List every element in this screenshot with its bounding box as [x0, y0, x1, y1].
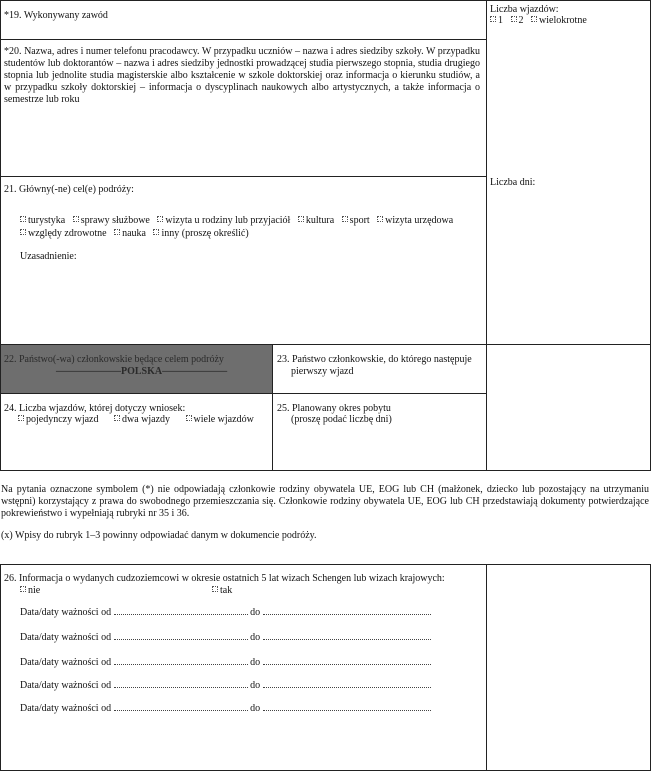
purpose-business-option[interactable]: sprawy służbowe [73, 215, 150, 226]
purpose-tourism-option[interactable]: turystyka [20, 215, 65, 226]
visa-from-date-field[interactable] [114, 606, 248, 615]
field-24-options [18, 414, 259, 426]
entries-options [490, 15, 592, 27]
purpose-family-visit-option[interactable]: wizyta u rodziny lub przyjaciół [157, 215, 290, 226]
justification-label: Uzasadnienie: [20, 251, 77, 262]
visa-validity-row: Data/daty ważności od do [20, 631, 431, 644]
two-entries-option[interactable]: dwa wjazdy [114, 414, 170, 425]
field-21-options-row2 [20, 228, 254, 240]
checkbox-icon [20, 216, 26, 222]
visa-from-date-field[interactable] [114, 702, 248, 711]
field-25-label: 25. Planowany okres pobytu [277, 403, 391, 414]
visa-from-date-field[interactable] [114, 631, 248, 640]
visa-from-date-field[interactable] [114, 679, 248, 688]
entries-option-2[interactable]: 2 [511, 15, 524, 26]
purpose-medical-option[interactable]: względy zdrowotne [20, 228, 107, 239]
visa-validity-row: Data/daty ważności od do [20, 656, 431, 669]
note-family-members: Na pytania oznaczone symbolem (*) nie odpowiadają członkowie rodziny obywatela UE, EOG lub CH (małżonek, dziecko lub pozostający na utrzymaniu wstępni) korzystający z prawa do swobodnego przemieszczania się. Członkowie rodziny obywatela UE, EOG lub CH przedstawiają dokumenty potwierdzające pokrewieństwo i wypełniają rubryki nr 35 i 36. [1, 484, 649, 519]
purpose-study-option[interactable]: nauka [114, 228, 146, 239]
field-21-label: 21. Główny(-ne) cel(e) podróży: [4, 184, 134, 195]
visa-to-date-field[interactable] [263, 631, 431, 640]
field-24-label: 24. Liczba wjazdów, której dotyczy wniosek: [4, 403, 186, 414]
visa-validity-row: Data/daty ważności od do [20, 702, 431, 715]
purpose-other-option[interactable]: inny (proszę określić) [153, 228, 248, 239]
checkbox-icon [531, 16, 537, 22]
checkbox-icon [377, 216, 383, 222]
entries-option-1[interactable]: 1 [490, 15, 503, 26]
single-entry-option[interactable]: pojedynczy wjazd [18, 414, 98, 425]
field-23-label: 23. Państwo członkowskie, do którego następuje [277, 354, 472, 365]
checkbox-icon [18, 415, 24, 421]
field-20-label: *20. Nazwa, adres i numer telefonu pracodawcy. W przypadku uczniów – nazwa i adres siedziby szkoły. W przypadku studentów lub doktorantów – nazwa i adres siedziby jednostki prowadzącej studia pierwszego stopnia, studia drugiego stopnia lub jednolite studia magisterskie albo kształcenie w szkole doktorskiej oraz informacja o kierunku studiów, a w przypadku szkoły doktorskiej – informacja o dyscyplinach naukowych albo artystycznych, a także informacja o semestrze lub roku [4, 46, 480, 105]
checkbox-icon [73, 216, 79, 222]
days-label: Liczba dni: [490, 177, 536, 188]
visa-from-date-field[interactable] [114, 656, 248, 665]
field-25-label-line2: (proszę podać liczbę dni) [291, 414, 392, 425]
visa-to-date-field[interactable] [263, 702, 431, 711]
visa-to-date-field[interactable] [263, 606, 431, 615]
field-23-label-line2: pierwszy wjazd [291, 366, 354, 377]
checkbox-icon [153, 229, 159, 235]
checkbox-icon [114, 229, 120, 235]
purpose-culture-option[interactable]: kultura [298, 215, 334, 226]
checkbox-icon [342, 216, 348, 222]
visa-to-date-field[interactable] [263, 679, 431, 688]
checkbox-icon [20, 229, 26, 235]
field-22-value: –––––––––––––POLSKA––––––––––––– [56, 366, 228, 377]
previous-visa-no-option[interactable]: nie [20, 585, 40, 597]
visa-validity-row: Data/daty ważności od do [20, 606, 431, 619]
visa-to-date-field[interactable] [263, 656, 431, 665]
checkbox-icon [20, 586, 26, 592]
checkbox-icon [186, 415, 192, 421]
entries-days-box [486, 0, 651, 345]
multiple-entries-option[interactable]: wiele wjazdów [186, 414, 254, 425]
note-travel-document: (x) Wpisy do rubryk 1–3 powinny odpowiadać danym w dokumencie podróży. [1, 530, 317, 541]
checkbox-icon [490, 16, 496, 22]
field-19-label: *19. Wykonywany zawód [4, 10, 108, 21]
right-blank-box-1 [486, 344, 651, 471]
previous-visa-yes-option[interactable]: tak [212, 585, 232, 597]
checkbox-icon [298, 216, 304, 222]
field-21-options-row1 [20, 215, 458, 227]
visa-validity-row: Data/daty ważności od do [20, 679, 431, 692]
purpose-official-option[interactable]: wizyta urzędowa [377, 215, 453, 226]
checkbox-icon [511, 16, 517, 22]
entries-option-multiple[interactable]: wielokrotne [531, 15, 587, 26]
right-blank-box-2 [486, 564, 651, 771]
checkbox-icon [114, 415, 120, 421]
field-22-label: 22. Państwo(-wa) członkowskie będące celem podróży [4, 354, 224, 365]
field-26-label: 26. Informacja o wydanych cudzoziemcowi w okresie ostatnich 5 lat wizach Schengen lub wizach krajowych: [4, 573, 445, 584]
checkbox-icon [157, 216, 163, 222]
purpose-sport-option[interactable]: sport [342, 215, 370, 226]
checkbox-icon [212, 586, 218, 592]
entries-label: Liczba wjazdów: [490, 4, 559, 15]
